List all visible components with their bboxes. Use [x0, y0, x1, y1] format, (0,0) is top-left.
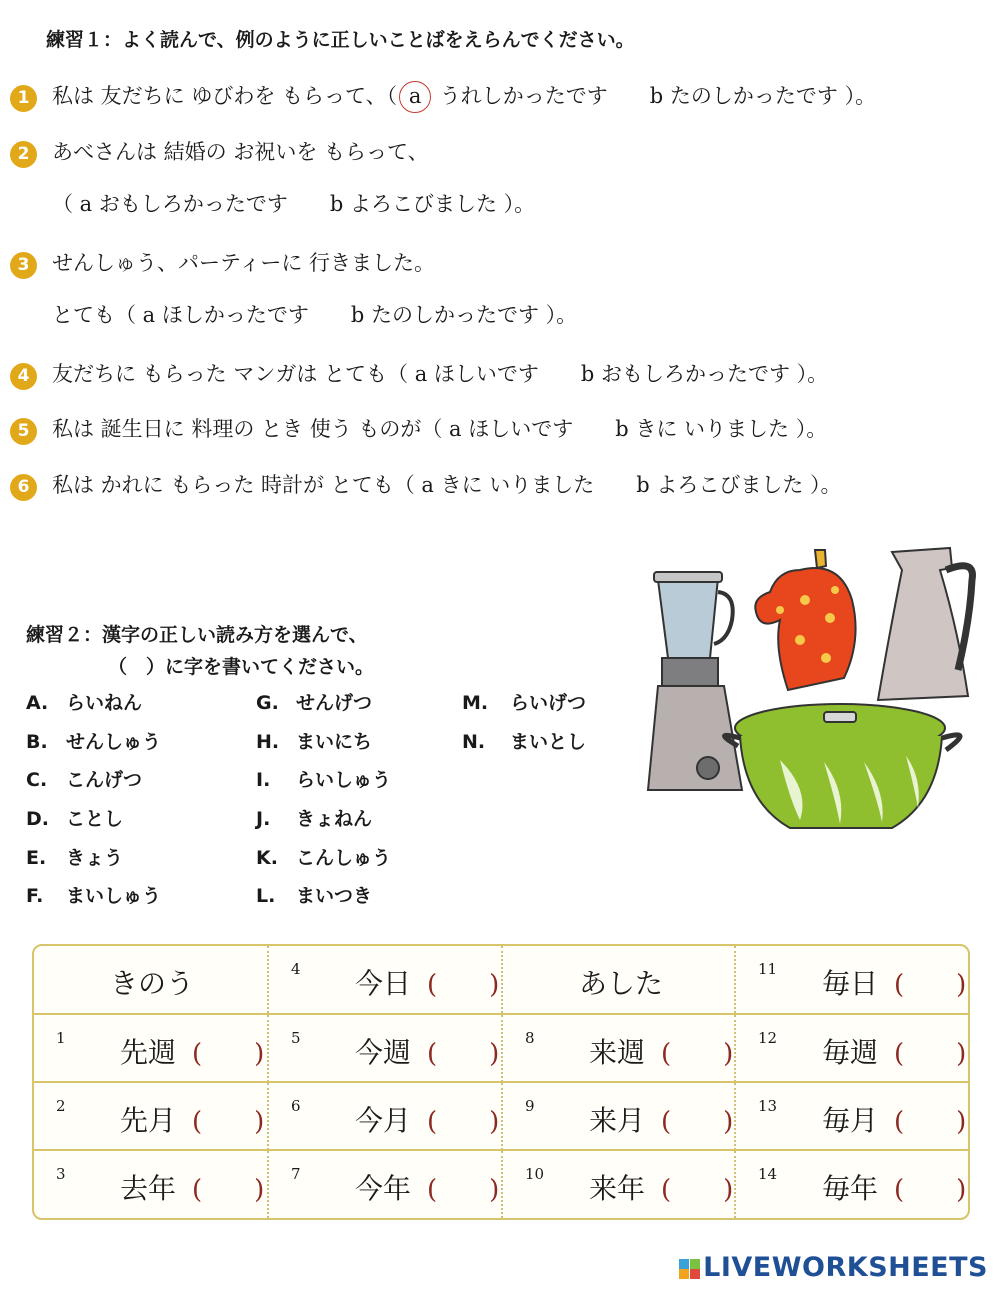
- table-cell: 6 今月 ( ): [267, 1083, 502, 1150]
- answer-blank[interactable]: ( ): [894, 1107, 967, 1137]
- liveworksheets-logo: [679, 1252, 988, 1283]
- answer-blank[interactable]: ( ): [192, 1039, 265, 1069]
- question-number-6: 6: [10, 474, 37, 501]
- table-cell: 9 来月 ( ): [501, 1083, 736, 1150]
- table-cell: 1 先週 ( ): [56, 1029, 265, 1069]
- question-3-line1: せんしゅう、パーティーに 行きました。: [52, 251, 435, 275]
- answer-blank[interactable]: ( ): [427, 1107, 500, 1137]
- option-item: N. まいとし: [462, 730, 587, 753]
- reading-options-column-3: [462, 688, 586, 765]
- question-number-2: 2: [10, 141, 37, 168]
- answer-blank[interactable]: ( ): [894, 1175, 967, 1205]
- table-cell: 5 今週 ( ): [267, 1015, 502, 1082]
- question-1-rest: うれしかったです b たのしかったです ）。: [439, 84, 877, 108]
- option-item: I. らいしゅう: [256, 769, 392, 792]
- answer-blank[interactable]: ( ): [192, 1107, 265, 1137]
- option-item: B. せんしゅう: [26, 730, 162, 753]
- question-number-4: 4: [10, 363, 37, 390]
- table-cell: 11 毎日 ( ): [734, 946, 969, 1013]
- table-cell: [501, 946, 736, 1013]
- table-cell: 4 今日 ( ): [267, 946, 502, 1013]
- table-cell: 14 毎年 ( ): [734, 1151, 969, 1218]
- example-circled-answer: a: [399, 81, 431, 113]
- question-number-3: 3: [10, 252, 37, 279]
- table-cell: 8 来週 ( ): [501, 1015, 736, 1082]
- question-5[interactable]: 私は 誕生日に 料理の とき 使う ものが（ a ほしいです b きに いりました ）。: [52, 417, 828, 441]
- question-4[interactable]: 友だちに もらった マンガは とても（ a ほしいです b おもしろかったです ）。: [52, 362, 829, 386]
- question-2-line1: あべさんは 結婚の お祝いを もらって、: [52, 140, 429, 164]
- option-item: M. らいげつ: [462, 692, 587, 714]
- question-3-line2[interactable]: とても（ a ほしかったです b たのしかったです ）。: [52, 303, 578, 327]
- example-reading: きのう: [110, 967, 195, 1000]
- table-cell: 2 先月 ( ): [56, 1097, 265, 1137]
- logo-squares-icon: [679, 1259, 703, 1279]
- question-6[interactable]: 私は かれに もらった 時計が とても（ a きに いりました b よろこびました ）。: [52, 473, 842, 497]
- table-cell: 10 来年 ( ): [501, 1151, 736, 1218]
- option-item: G. せんげつ: [256, 692, 373, 714]
- option-item: L. まいつき: [256, 885, 373, 908]
- blender-icon: [648, 572, 742, 790]
- option-item: D. ことし: [26, 808, 124, 831]
- option-item: K. こんしゅう: [256, 846, 392, 869]
- pitcher-icon: [878, 548, 972, 700]
- answer-blank[interactable]: ( ): [661, 1039, 734, 1069]
- option-item: J. きょねん: [256, 808, 373, 831]
- table-row: [34, 946, 968, 1013]
- table-cell: [34, 946, 267, 1013]
- example-reading: あした: [579, 967, 664, 1000]
- table-row: [34, 1013, 968, 1082]
- option-item: H. まいにち: [256, 730, 373, 753]
- table-row: [34, 1081, 968, 1150]
- option-item: A. らいねん: [26, 692, 143, 714]
- question-1-text: 私は 友だちに ゆびわを もらって、（: [52, 84, 398, 108]
- table-cell: 13 毎月 ( ): [734, 1083, 969, 1150]
- question-number-1: 1: [10, 85, 37, 112]
- answer-blank[interactable]: ( ): [427, 1039, 500, 1069]
- question-1: [52, 80, 876, 113]
- pot-icon: [724, 704, 960, 828]
- table-cell: 12 毎週 ( ): [734, 1015, 969, 1082]
- reading-options-column-2: [256, 688, 391, 920]
- answer-blank[interactable]: ( ): [894, 970, 967, 1000]
- answer-blank[interactable]: ( ): [427, 1175, 500, 1205]
- kitchen-items-illustration: [640, 540, 990, 840]
- table-cell: 7 今年 ( ): [267, 1151, 502, 1218]
- exercise2-title-line2: （ ）に字を書いてください。: [108, 656, 375, 678]
- exercise2-title-line1: 練習２：漢字の正しい読み方を選んで、: [26, 624, 368, 646]
- table-row: [34, 1149, 968, 1218]
- answer-blank[interactable]: ( ): [661, 1175, 734, 1205]
- logo-text: LIVEWORKSHEETS: [703, 1252, 988, 1283]
- answer-blank[interactable]: ( ): [894, 1039, 967, 1069]
- answer-blank[interactable]: ( ): [427, 970, 500, 1000]
- oven-mitt-icon: [755, 550, 855, 690]
- option-item: F. まいしゅう: [26, 885, 162, 908]
- answer-blank[interactable]: ( ): [661, 1107, 734, 1137]
- answer-blank[interactable]: ( ): [192, 1175, 265, 1205]
- option-item: C. こんげつ: [26, 769, 143, 792]
- exercise1-title: 練習１：よく読んで、例のように正しいことばをえらんでください。: [46, 29, 635, 51]
- table-cell: 3 去年 ( ): [56, 1165, 265, 1205]
- question-number-5: 5: [10, 418, 37, 445]
- option-item: E. きょう: [26, 846, 124, 869]
- reading-options-column-1: [26, 688, 161, 920]
- question-2-line2[interactable]: （ a おもしろかったです b よろこびました ）。: [52, 192, 536, 216]
- answer-table: [32, 944, 970, 1220]
